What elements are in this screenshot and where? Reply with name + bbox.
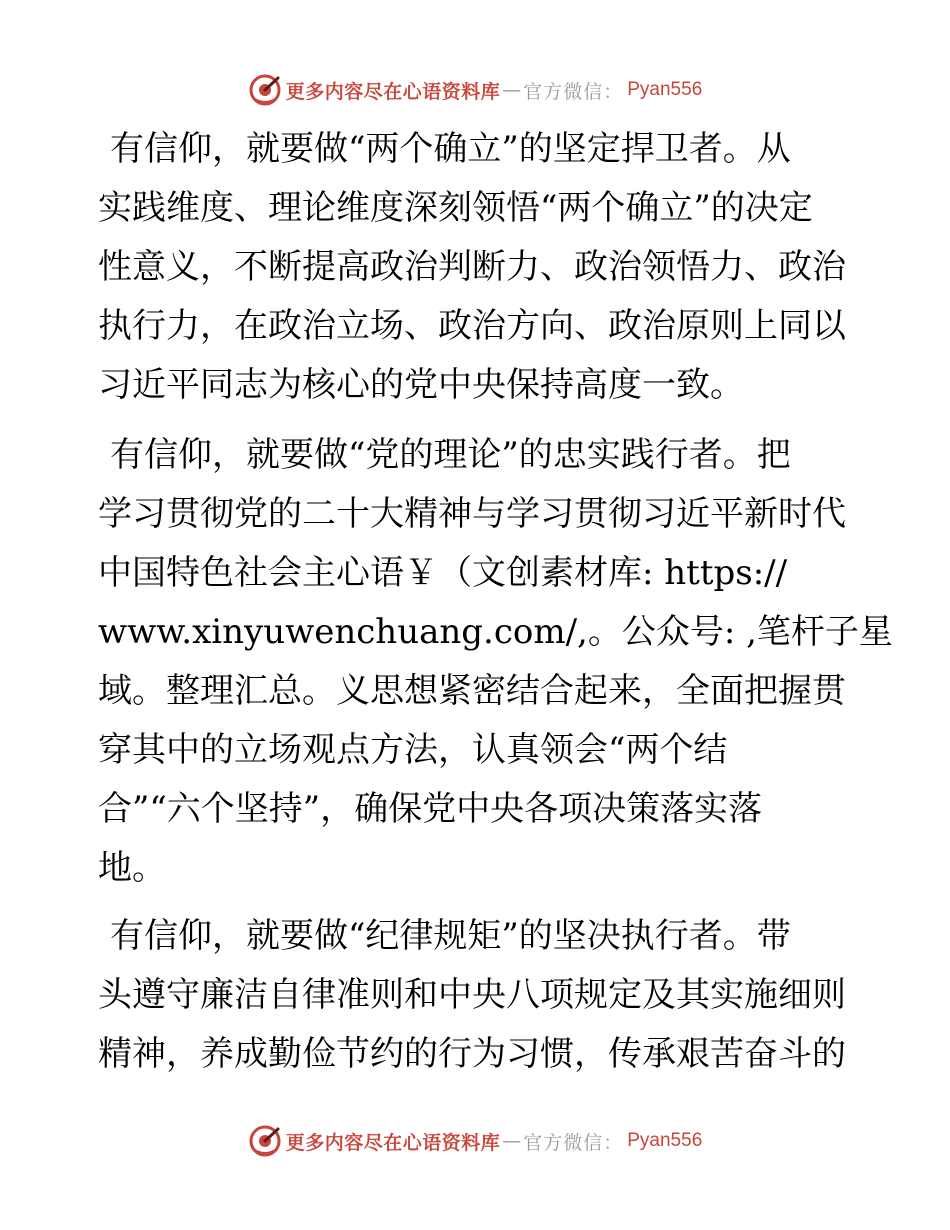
paragraph — [98, 120, 858, 415]
text-line — [98, 907, 858, 966]
text-line: 中国特色社会主心语￥（文创素材库: https:// — [98, 553, 788, 593]
text-line-content: 有信仰，就要做“党的理论”的忠实践行者。把 — [110, 435, 791, 475]
text-line: 性意义，不断提高政治判断力、政治领悟力、政治 — [98, 247, 846, 287]
text-line: 习近平同志为核心的党中央保持高度一致。 — [98, 365, 744, 405]
text-line — [98, 120, 858, 179]
banner-wechat-id: Pyan556 — [627, 1130, 703, 1151]
footer-banner — [0, 1121, 950, 1161]
header-banner — [0, 70, 950, 110]
text-line-content: 有信仰，就要做“两个确立”的坚定捍卫者。从 — [110, 129, 791, 169]
banner-wechat-id: Pyan556 — [627, 79, 703, 100]
text-line: 学习贯彻党的二十大精神与学习贯彻习近平新时代 — [98, 494, 846, 534]
banner-separator: — — [502, 79, 522, 101]
brand-logo-icon — [248, 73, 282, 107]
paragraph — [98, 907, 858, 1084]
banner-wechat-label: 官方微信： — [523, 1131, 624, 1154]
text-line: 实践维度、理论维度深刻领悟“两个确立”的决定 — [98, 188, 813, 228]
text-line-content: 有信仰，就要做“纪律规矩”的坚决执行者。带 — [110, 916, 791, 956]
banner-wechat-label: 官方微信： — [523, 80, 624, 103]
paragraph — [98, 426, 893, 898]
text-line: www.xinyuwenchuang.com/,。公众号: ,笔杆子星 — [98, 612, 893, 652]
text-line: 地。 — [98, 848, 166, 888]
text-line — [98, 426, 858, 485]
text-line: 执行力，在政治立场、政治方向、政治原则上同以 — [98, 306, 846, 346]
banner-separator: — — [502, 1130, 522, 1152]
text-line: 合”“六个坚持”，确保党中央各项决策落实落 — [98, 789, 763, 829]
banner-promo-text: 更多内容尽在心语资料库 — [285, 1131, 501, 1154]
text-line: 头遵守廉洁自律准则和中央八项规定及其实施细则 — [98, 975, 846, 1015]
brand-logo-icon — [248, 1124, 282, 1158]
text-line: 域。整理汇总。义思想紧密结合起来，全面把握贯 — [98, 671, 846, 711]
text-line: 穿其中的立场观点方法，认真领会“两个结 — [98, 730, 728, 770]
banner-promo-text: 更多内容尽在心语资料库 — [285, 80, 501, 103]
text-line: 精神，养成勤俭节约的行为习惯，传承艰苦奋斗的 — [98, 1034, 846, 1074]
